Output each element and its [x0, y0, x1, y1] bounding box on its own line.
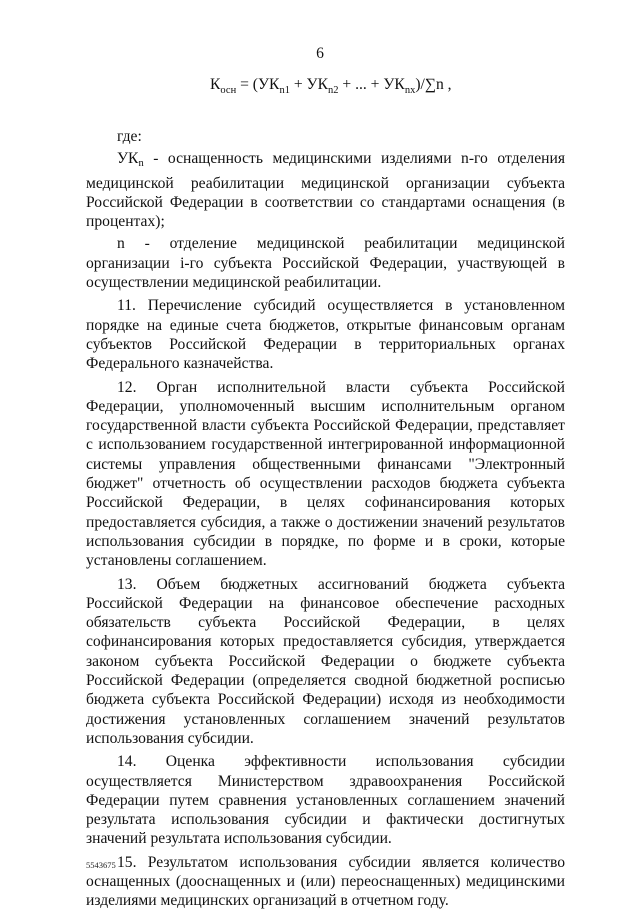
formula-term3-sub: nх — [404, 85, 416, 96]
formula-lhs: К — [210, 76, 221, 93]
formula-tail: )/∑n , — [415, 76, 452, 93]
formula-eq-open: = (УК — [236, 76, 280, 93]
paragraph-13: 13. Объем бюджетных ассигнований бюджета субъекта Российской Федерации на финансовое обеспечение расходных обязательств субъекта Российской Федерации, в целях софинансирования которых предоставляется субсидия, утверждается законом субъекта Российской Федерации о бюджете субъекта Российской Федерации (определяется сводной бюджетной росписью бюджета субъекта Российской Федерации) исходя из необходимости достижения установленных соглашением значений результатов использования субсидии. — [86, 575, 565, 747]
document-body — [86, 127, 565, 911]
paragraph-14: 14. Оценка эффективности использования субсидии осуществляется Министерством здравоохранения Российской Федерации путем сравнения установленных соглашением значений результата использования субсидии и фактически достигнутых значений результата использования субсидии. — [86, 753, 565, 848]
formula-term2-sub: n2 — [327, 85, 339, 96]
uk-symbol-sub: n — [138, 158, 144, 170]
paragraph-11: 11. Перечисление субсидий осуществляется в установленном порядке на единые счета бюджетов, открытые финансовым органам субъектов Российской Федерации в территориальных органах Федерального казначейства. — [86, 297, 565, 373]
formula-plus2: + ... + УК — [338, 76, 405, 93]
formula-lhs-sub: осн — [220, 85, 237, 96]
formula — [210, 75, 452, 100]
uk-symbol: УК — [117, 150, 139, 168]
definition-uk — [86, 149, 565, 231]
where-label: где: — [117, 128, 142, 145]
document-id: 5543675 — [86, 860, 116, 870]
page-number: 6 — [316, 45, 324, 62]
paragraph-15: 15. Результатом использования субсидии является количество оснащенных (дооснащенных и (или) переоснащенных) медицинскими изделиями медицинских организаций в отчетном году. — [86, 853, 565, 910]
formula-term1-sub: n1 — [279, 85, 290, 96]
uk-definition-text: - оснащенность медицинскими изделиями n-го отделения медицинской реабилитации медицинской организации субъекта Российской Федерации в соответствии со стандартами оснащения (в процентах); — [86, 150, 565, 231]
formula-plus1: + УК — [289, 76, 328, 93]
paragraph-12: 12. Орган исполнительной власти субъекта Российской Федерации, уполномоченный высшим исполнительным органом государственной власти субъекта Российской Федерации, представляет с использованием государственной интегрированной информационной системы управления общественными финансами "Электронный бюджет" отчетность об осуществлении расходов бюджета субъекта Российской Федерации, в целях софинансирования которых предоставляется субсидия, а также о достижении значений результатов использования субсидии в порядке, по форме и в сроки, которые установлены соглашением. — [86, 378, 565, 570]
definition-n: n - отделение медицинской реабилитации медицинской организации i-го субъекта Российской Федерации, участвующей в осуществлении медицинской реабилитации. — [86, 235, 565, 292]
